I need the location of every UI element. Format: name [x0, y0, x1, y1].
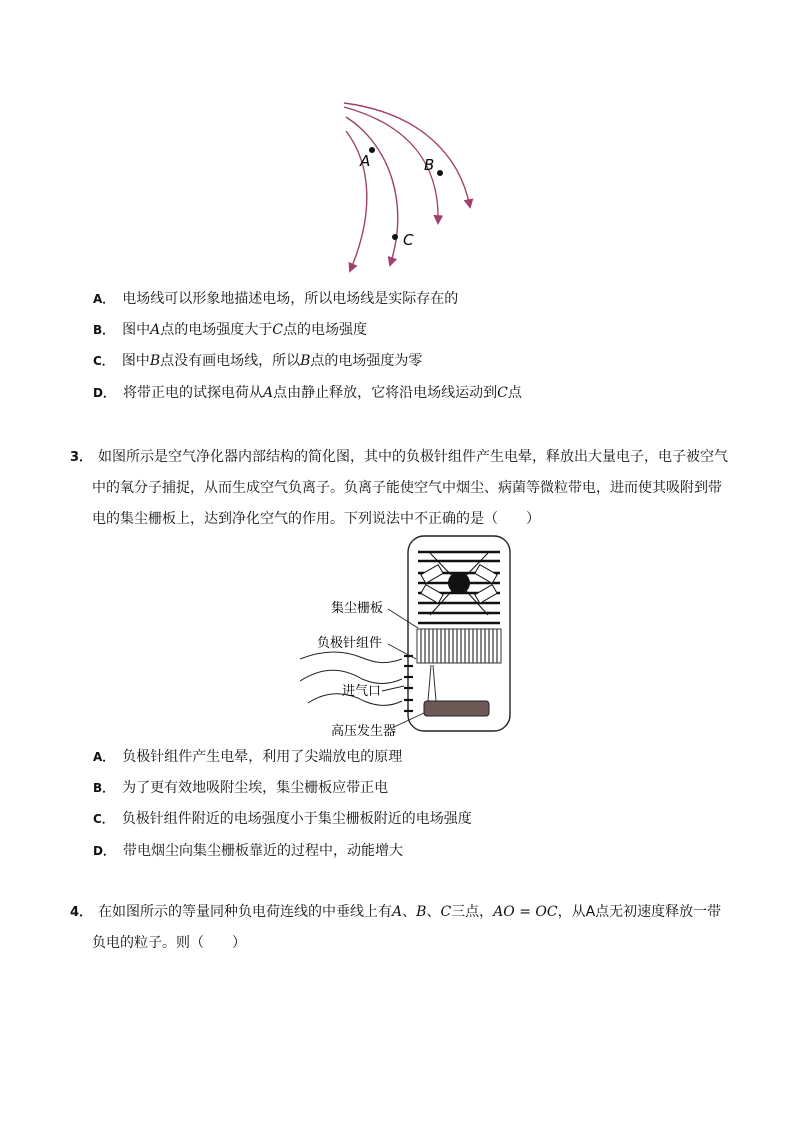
option-text: 图中	[121, 353, 150, 369]
point-a-label: A	[360, 152, 371, 170]
q4-text: ，从A点无初速度释放一带	[557, 904, 722, 920]
leader-inlet	[382, 686, 404, 691]
option-text: 点	[507, 385, 522, 401]
option-key: C．	[93, 354, 114, 368]
label-dust-plate: 集尘栅板	[331, 601, 384, 616]
q4-line-2: 负电的粒子。则（ ）	[92, 935, 246, 951]
math-symbol: AO = OC	[493, 904, 558, 920]
hv-generator-block	[424, 701, 489, 716]
option-text: 将带正电的试探电荷从	[122, 385, 263, 401]
option-key: B．	[93, 781, 115, 795]
option-text: 电场线可以形象地描述电场，所以电场线是实际存在的	[122, 291, 459, 307]
field-lines-figure	[330, 95, 490, 285]
q3-line-1: 如图所示是空气净化器内部结构的简化图，其中的负极针组件产生电晕，释放出大量电子，电子被空气	[98, 449, 729, 465]
q4-text: 三点，	[451, 904, 494, 920]
option-text: 带电烟尘向集尘栅板靠近的过程中，动能增大	[122, 843, 403, 859]
option-text: 点没有画电场线，所以	[160, 353, 301, 369]
q4-text: 在如图所示的等量同种负电荷连线的中垂线上有	[98, 904, 393, 920]
question-4	[70, 897, 730, 959]
q4-text: 、	[426, 904, 441, 920]
option-text: 负极针组件附近的电场强度小于集尘栅板附近的电场强度	[121, 811, 472, 827]
option-text: 点的电场强度大于	[160, 322, 273, 338]
question-3	[70, 442, 730, 535]
point-letter: A	[150, 322, 161, 338]
option-key: D．	[93, 386, 115, 400]
q3-option	[93, 747, 402, 767]
point-letter: C	[497, 385, 508, 401]
q2-option	[93, 289, 458, 309]
math-symbol: B	[416, 904, 427, 920]
option-key: A．	[93, 292, 115, 306]
q3-option	[93, 778, 388, 798]
option-text: 负极针组件产生电晕，利用了尖端放电的原理	[122, 749, 403, 765]
option-key: B．	[93, 323, 115, 337]
point-letter: B	[149, 353, 161, 369]
option-text: 图中	[122, 322, 151, 338]
q2-option	[93, 351, 422, 371]
option-text: 点的电场强度	[283, 322, 367, 338]
label-needle: 负极针组件	[317, 636, 383, 651]
option-key: C．	[93, 812, 114, 826]
field-line-2	[346, 117, 398, 265]
q4-text: 、	[402, 904, 417, 920]
option-text: 点由静止释放，它将沿电场线运动到	[273, 385, 498, 401]
point-letter: C	[272, 322, 283, 338]
question-number: 3．	[70, 450, 93, 465]
point-letter: A	[262, 385, 274, 401]
option-key: A．	[93, 750, 115, 764]
dust-plate-grid	[417, 629, 501, 663]
point-letter: B	[300, 353, 311, 369]
label-hv: 高压发生器	[331, 724, 397, 739]
math-symbol: A	[392, 904, 403, 920]
q2-option	[93, 383, 522, 403]
option-text: 为了更有效地吸附尘埃，集尘栅板应带正电	[122, 780, 389, 796]
point-c-dot	[392, 234, 398, 240]
option-key: D．	[93, 844, 115, 858]
label-inlet: 进气口	[342, 684, 382, 699]
q3-option	[93, 809, 472, 829]
q2-option	[93, 320, 367, 340]
math-symbol: C	[440, 904, 452, 920]
q3-line-3: 电的集尘栅板上，达到净化空气的作用。下列说法中不正确的是（ ）	[92, 511, 540, 527]
point-b-label: B	[424, 156, 435, 174]
point-b-dot	[437, 170, 443, 176]
question-number: 4．	[70, 905, 93, 920]
option-text: 点的电场强度为零	[310, 353, 423, 369]
q3-line-2: 中的氧分子捕捉，从而生成空气负离子。负离子能使空气中烟尘、病菌等微粒带电，进而使其吸附到带	[92, 480, 722, 496]
air-purifier-figure	[300, 533, 520, 743]
point-c-label: C	[403, 231, 414, 249]
q3-option	[93, 841, 403, 861]
q4-line-1	[98, 904, 721, 920]
